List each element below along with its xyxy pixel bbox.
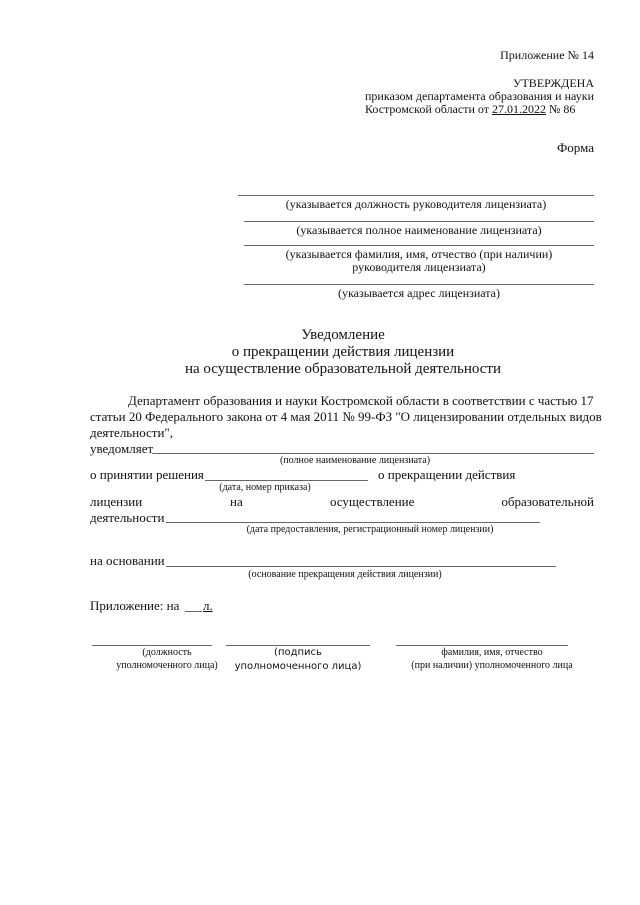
licensee-name-hint: (указывается полное наименование лицензиата) [296, 223, 542, 237]
word-implementation: осуществление [330, 494, 415, 509]
attachment-pages-line [185, 611, 202, 612]
attachment-unit: л. [203, 598, 213, 613]
order-date: 27.01.2022 [491, 102, 546, 116]
form-label: Форма [557, 140, 594, 155]
signature-position-hint-2: уполномоченного лица) [116, 660, 218, 671]
order-org: Костромской области от [365, 102, 489, 116]
activity-hint: (дата предоставления, регистрационный номер лицензии) [246, 524, 494, 535]
signature-fio-line [396, 645, 568, 646]
notifies-label: уведомляет [90, 441, 154, 456]
basis-label: на основании [90, 553, 165, 568]
decision-prefix: о принятии решения [90, 467, 204, 482]
title-line-1: Уведомление [301, 327, 385, 343]
position-hint: (указывается должность руководителя лицензиата) [285, 197, 547, 211]
signature-fio-hint-2: (при наличии) уполномоченного лица [411, 660, 573, 671]
word-on: на [230, 494, 243, 509]
signature-position-hint-1: (должность [142, 647, 192, 658]
order-number: 86 [563, 102, 576, 116]
attachment-label: Приложение: на [90, 598, 180, 613]
approved-label: УТВЕРЖДЕНА [512, 76, 594, 90]
position-line [238, 195, 594, 196]
decision-line [205, 480, 368, 481]
fio-line [244, 245, 594, 246]
basis-hint: (основание прекращения действия лицензии) [248, 569, 442, 580]
signature-sign-line [226, 645, 370, 646]
licensee-line [152, 453, 594, 454]
licensee-name-line [244, 221, 594, 222]
activity-line [166, 522, 540, 523]
fio-hint-1: (указывается фамилия, имя, отчество (при наличии) [285, 247, 553, 261]
order-no-label: № [548, 102, 561, 116]
paragraph-line-2: статьи 20 Федерального закона от 4 мая 2011 № 99-ФЗ "О лицензировании отдельных видов [90, 409, 602, 424]
signature-sign-hint-2: уполномоченного лица) [234, 661, 362, 672]
word-activity: деятельности [90, 510, 165, 525]
order-line-2 [365, 102, 575, 117]
address-line [244, 284, 594, 285]
paragraph-line-3: деятельности", [90, 425, 173, 440]
appendix-number: Приложение № 14 [500, 48, 594, 62]
decision-hint: (дата, номер приказа) [219, 482, 311, 493]
title-line-2: о прекращении действия лицензии [231, 344, 455, 360]
address-hint: (указывается адрес лицензиата) [337, 286, 501, 300]
order-line-1: приказом департамента образования и науки [365, 89, 594, 103]
basis-line [166, 566, 556, 567]
signature-position-line [92, 645, 212, 646]
licensee-hint: (полное наименование лицензиата) [279, 455, 431, 466]
word-educational: образовательной [501, 494, 594, 509]
decision-suffix: о прекращении действия [378, 467, 516, 482]
title-line-3: на осуществление образовательной деятельности [184, 361, 502, 377]
word-license: лицензии [90, 494, 143, 509]
fio-hint-2: руководителя лицензиата) [352, 260, 486, 274]
signature-fio-hint-1: фамилия, имя, отчество [441, 647, 543, 658]
signature-sign-hint-1: (подпись [274, 647, 322, 658]
paragraph-line-1: Департамент образования и науки Костромской области в соответствии с частью 17 [128, 393, 594, 408]
